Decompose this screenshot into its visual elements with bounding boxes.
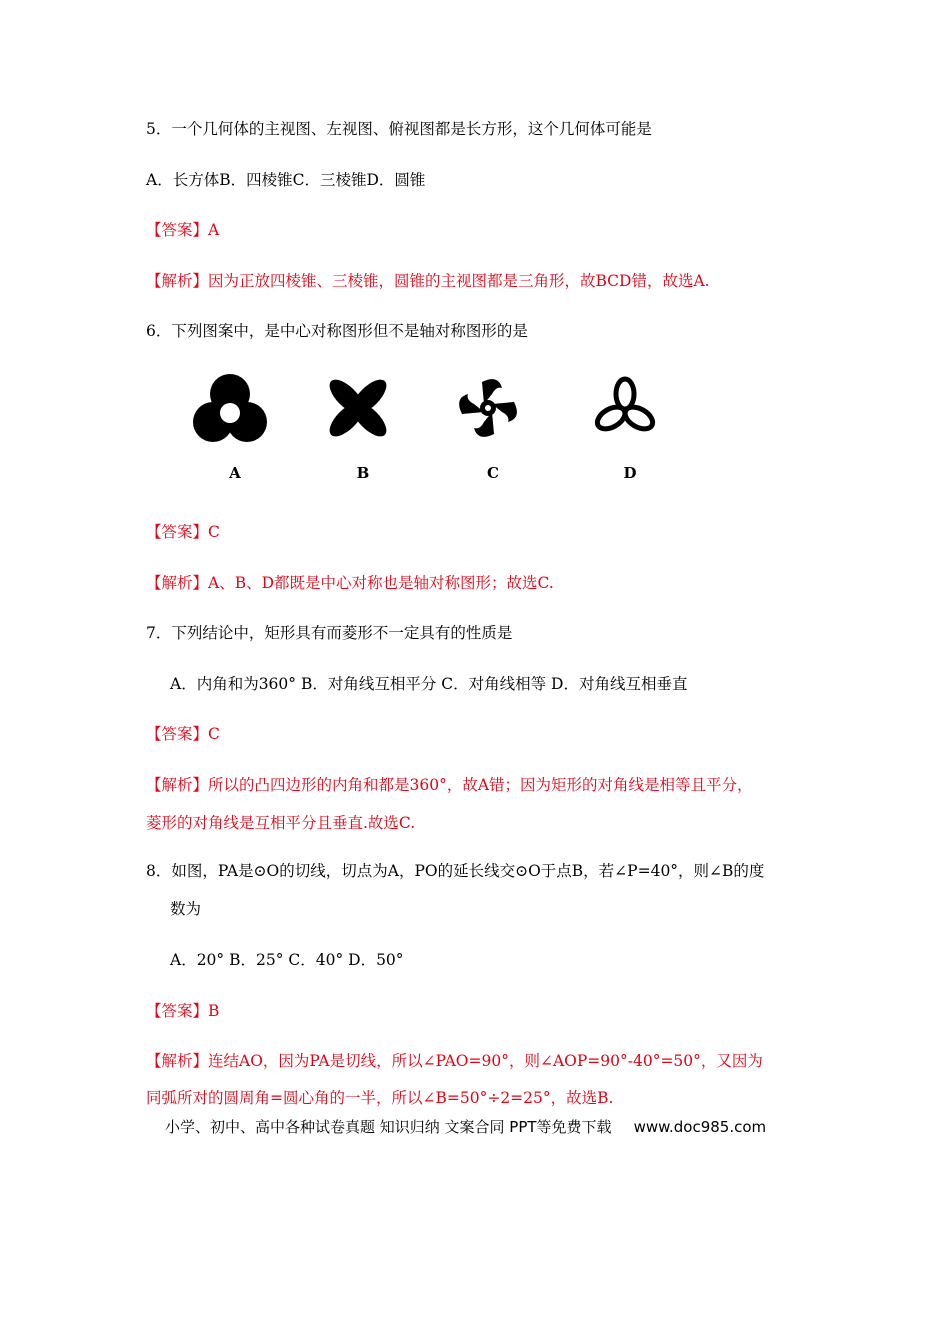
pinwheel-figure-icon xyxy=(448,370,528,450)
q7-analysis-line-1: 【解析】所以的凸四边形的内角和都是360°，故A错；因为矩形的对角线是相等且平分， xyxy=(146,776,753,794)
q5-analysis: 【解析】因为正放四棱锥、三棱锥，圆锥的主视图都是三角形，故BCD错，故选A. xyxy=(146,272,710,290)
q5-stem: 5．一个几何体的主视图、左视图、俯视图都是长方形，这个几何体可能是 xyxy=(146,120,652,138)
q8-analysis-line-2: 同弧所对的圆周角=圆心角的一半，所以∠B=50°÷2=25°，故选B. xyxy=(146,1089,614,1107)
q8-stem-line-1: 8．如图，PA是⊙O的切线，切点为A，PO的延长线交⊙O于点B，若∠P=40°，则∠B的度 xyxy=(146,862,765,880)
figure-c xyxy=(448,370,538,490)
q6-analysis: 【解析】A、B、D都既是中心对称也是轴对称图形；故选C. xyxy=(146,574,554,592)
three-loop-figure-icon xyxy=(585,370,665,450)
q7-answer: 【答案】C xyxy=(146,725,220,743)
figure-a-label: A xyxy=(229,464,241,482)
q7-stem: 7．下列结论中，矩形具有而菱形不一定具有的性质是 xyxy=(146,624,513,642)
figure-b xyxy=(318,370,408,490)
q8-analysis-line-1: 【解析】连结AO，因为PA是切线，所以∠PAO=90°，则∠AOP=90°-40°=50°，又因为 xyxy=(146,1052,763,1070)
page-footer xyxy=(165,1116,766,1137)
figure-c-label: C xyxy=(487,464,499,482)
figure-a xyxy=(190,370,280,490)
figure-d-label: D xyxy=(623,464,637,482)
q7-options: A．内角和为360° B．对角线互相平分 C．对角线相等 D．对角线互相垂直 xyxy=(170,675,688,693)
q7-analysis-line-2: 菱形的对角线是互相平分且垂直.故选C. xyxy=(146,814,416,832)
figure-b-label: B xyxy=(356,464,370,482)
q5-options: A．长方体B．四棱锥C．三棱锥D．圆锥 xyxy=(146,171,426,189)
q8-options: A．20° B．25° C．40° D．50° xyxy=(170,951,404,969)
q6-answer: 【答案】C xyxy=(146,523,220,541)
q8-answer: 【答案】B xyxy=(146,1002,220,1020)
four-petal-figure-icon xyxy=(318,370,398,450)
footer-text: 小学、初中、高中各种试卷真题 知识归纳 文案合同 PPT等免费下载 xyxy=(165,1118,612,1136)
trefoil-figure-icon xyxy=(190,370,270,450)
q6-stem: 6．下列图案中，是中心对称图形但不是轴对称图形的是 xyxy=(146,322,528,340)
q6-figures xyxy=(180,370,680,490)
q5-answer: 【答案】A xyxy=(146,221,220,239)
q8-stem-line-2: 数为 xyxy=(170,900,202,918)
figure-d xyxy=(585,370,675,490)
footer-site-link[interactable]: www.doc985.com xyxy=(633,1118,767,1136)
